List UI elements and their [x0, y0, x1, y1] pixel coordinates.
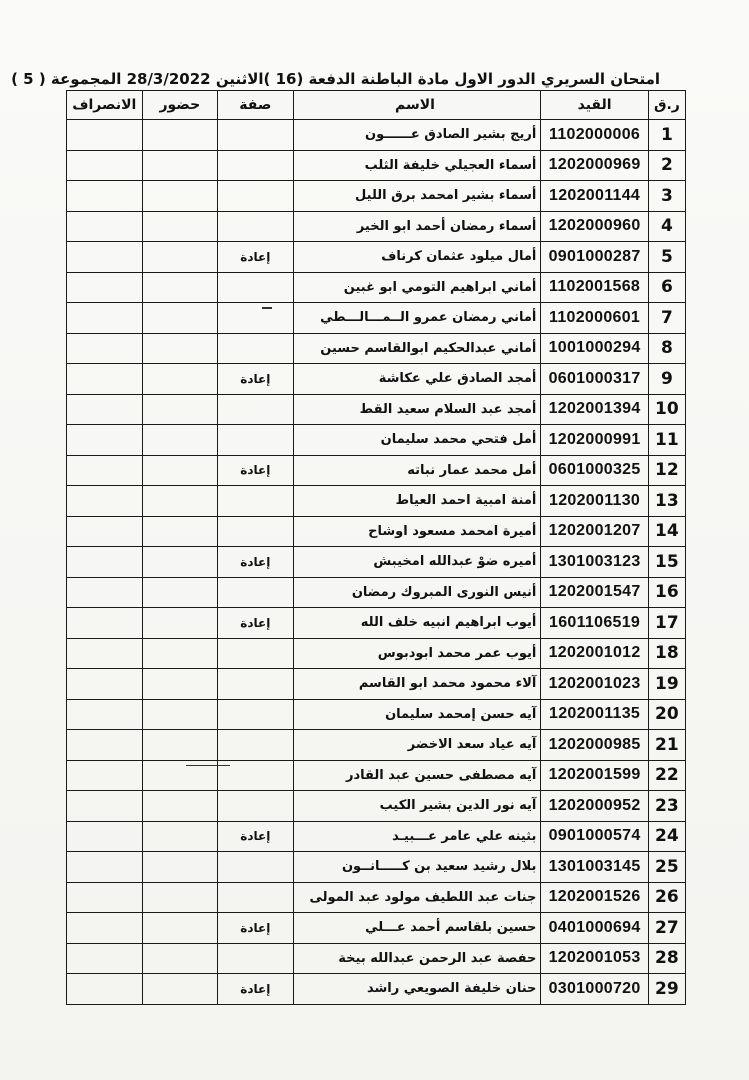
cell-attendance [142, 333, 218, 364]
cell-serial-number: 8 [648, 333, 685, 364]
cell-attendance [142, 272, 218, 303]
cell-attendance [142, 150, 218, 181]
cell-status [218, 425, 294, 456]
cell-status: إعادة [218, 608, 294, 639]
table-row [67, 516, 686, 547]
cell-registration-id: 1202001012 [541, 638, 648, 669]
cell-registration-id: 1301003145 [541, 852, 648, 883]
cell-departure [67, 852, 143, 883]
cell-student-name: أيوب ابراهيم انبيه خلف الله [293, 608, 541, 639]
cell-student-name: أمجد الصادق علي عكاشة [293, 364, 541, 395]
cell-student-name: حسين بلقاسم أحمد عـــلي [293, 913, 541, 944]
cell-registration-id: 0601000325 [541, 455, 648, 486]
cell-student-name: أريج بشير الصادق عــــــون [293, 120, 541, 151]
cell-status [218, 577, 294, 608]
cell-serial-number: 9 [648, 364, 685, 395]
page-title: امتحان السريري الدور الاول مادة الباطنة الدفعة (16 )الاثنين 28/3/2022 المجموعة ( 5 ) [11, 70, 660, 88]
cell-registration-id: 1102001568 [541, 272, 648, 303]
cell-registration-id: 1102000601 [541, 303, 648, 334]
cell-serial-number: 28 [648, 943, 685, 974]
table-row [67, 455, 686, 486]
header-status: صفة [218, 91, 294, 120]
cell-serial-number: 19 [648, 669, 685, 700]
table-row [67, 608, 686, 639]
cell-serial-number: 17 [648, 608, 685, 639]
cell-registration-id: 1202001207 [541, 516, 648, 547]
cell-departure [67, 577, 143, 608]
table-row [67, 333, 686, 364]
cell-attendance [142, 882, 218, 913]
cell-registration-id: 1202001053 [541, 943, 648, 974]
cell-serial-number: 20 [648, 699, 685, 730]
cell-serial-number: 7 [648, 303, 685, 334]
cell-status [218, 333, 294, 364]
cell-attendance [142, 547, 218, 578]
cell-attendance [142, 669, 218, 700]
cell-status [218, 669, 294, 700]
table-row [67, 760, 686, 791]
cell-student-name: أيوب عمر محمد ابودبوس [293, 638, 541, 669]
cell-student-name: أمجد عبد السلام سعيد القط [293, 394, 541, 425]
ink-mark [186, 765, 230, 766]
cell-status [218, 638, 294, 669]
cell-serial-number: 1 [648, 120, 685, 151]
cell-registration-id: 0601000317 [541, 364, 648, 395]
cell-departure [67, 181, 143, 212]
cell-registration-id: 1102000006 [541, 120, 648, 151]
cell-student-name: آيه حسن إمحمد سليمان [293, 699, 541, 730]
cell-serial-number: 3 [648, 181, 685, 212]
cell-departure [67, 364, 143, 395]
cell-serial-number: 24 [648, 821, 685, 852]
cell-attendance [142, 638, 218, 669]
cell-departure [67, 760, 143, 791]
cell-student-name: أمنة امبية احمد العياط [293, 486, 541, 517]
table-row [67, 699, 686, 730]
cell-serial-number: 15 [648, 547, 685, 578]
cell-attendance [142, 943, 218, 974]
cell-departure [67, 913, 143, 944]
cell-departure [67, 211, 143, 242]
cell-attendance [142, 791, 218, 822]
cell-registration-id: 1202000969 [541, 150, 648, 181]
cell-departure [67, 333, 143, 364]
cell-departure [67, 882, 143, 913]
cell-student-name: أمل فتحي محمد سليمان [293, 425, 541, 456]
cell-departure [67, 394, 143, 425]
cell-departure [67, 608, 143, 639]
table-row [67, 364, 686, 395]
cell-attendance [142, 486, 218, 517]
cell-serial-number: 18 [648, 638, 685, 669]
cell-attendance [142, 516, 218, 547]
cell-registration-id: 1202001526 [541, 882, 648, 913]
cell-attendance [142, 425, 218, 456]
cell-status: إعادة [218, 547, 294, 578]
cell-serial-number: 12 [648, 455, 685, 486]
cell-student-name: جنات عبد اللطيف مولود عبد المولى [293, 882, 541, 913]
cell-student-name: بثينه علي عامر عـــبيـد [293, 821, 541, 852]
table-row [67, 394, 686, 425]
cell-departure [67, 120, 143, 151]
cell-status: إعادة [218, 974, 294, 1005]
cell-status: إعادة [218, 821, 294, 852]
cell-attendance [142, 242, 218, 273]
cell-status [218, 181, 294, 212]
student-roster-table [66, 90, 686, 1005]
cell-departure [67, 821, 143, 852]
table-row [67, 577, 686, 608]
table-row [67, 242, 686, 273]
cell-serial-number: 26 [648, 882, 685, 913]
cell-student-name: أماني ابراهيم التومي ابو غبين [293, 272, 541, 303]
cell-student-name: أماني عبدالحكيم ابوالقاسم حسين [293, 333, 541, 364]
cell-status [218, 150, 294, 181]
table-row [67, 120, 686, 151]
ink-mark [262, 307, 272, 309]
cell-status [218, 943, 294, 974]
cell-registration-id: 1202001135 [541, 699, 648, 730]
cell-attendance [142, 455, 218, 486]
header-attendance: حضور [142, 91, 218, 120]
cell-registration-id: 0901000574 [541, 821, 648, 852]
cell-registration-id: 0901000287 [541, 242, 648, 273]
cell-student-name: بلال رشيد سعيد بن كـــــانــون [293, 852, 541, 883]
cell-student-name: أسماء رمضان أحمد ابو الخير [293, 211, 541, 242]
cell-registration-id: 1202001394 [541, 394, 648, 425]
cell-status [218, 852, 294, 883]
table-row [67, 913, 686, 944]
cell-departure [67, 699, 143, 730]
table-row [67, 425, 686, 456]
cell-serial-number: 27 [648, 913, 685, 944]
table-row [67, 974, 686, 1005]
cell-student-name: أمال ميلود عثمان كرناف [293, 242, 541, 273]
cell-departure [67, 974, 143, 1005]
cell-serial-number: 2 [648, 150, 685, 181]
cell-registration-id: 1202000985 [541, 730, 648, 761]
cell-registration-id: 1202001023 [541, 669, 648, 700]
cell-serial-number: 23 [648, 791, 685, 822]
cell-registration-id: 1202000991 [541, 425, 648, 456]
cell-registration-id: 0301000720 [541, 974, 648, 1005]
cell-departure [67, 943, 143, 974]
cell-registration-id: 0401000694 [541, 913, 648, 944]
cell-attendance [142, 303, 218, 334]
table-row [67, 272, 686, 303]
cell-student-name: أمل محمد عمار نباته [293, 455, 541, 486]
table-row [67, 150, 686, 181]
cell-status [218, 791, 294, 822]
cell-serial-number: 10 [648, 394, 685, 425]
cell-registration-id: 1202000952 [541, 791, 648, 822]
cell-serial-number: 29 [648, 974, 685, 1005]
cell-serial-number: 4 [648, 211, 685, 242]
cell-status: إعادة [218, 455, 294, 486]
cell-departure [67, 516, 143, 547]
cell-status: إعادة [218, 913, 294, 944]
header-departure: الانصراف [67, 91, 143, 120]
table-body [67, 120, 686, 1005]
cell-registration-id: 1601106519 [541, 608, 648, 639]
table-row [67, 852, 686, 883]
cell-status [218, 516, 294, 547]
cell-status [218, 730, 294, 761]
cell-attendance [142, 730, 218, 761]
cell-attendance [142, 699, 218, 730]
cell-attendance [142, 120, 218, 151]
cell-registration-id: 1001000294 [541, 333, 648, 364]
cell-student-name: أسماء العجيلي خليفة الثلب [293, 150, 541, 181]
cell-attendance [142, 852, 218, 883]
cell-student-name: أماني رمضان عمرو الــمـــالـــطي [293, 303, 541, 334]
cell-serial-number: 11 [648, 425, 685, 456]
cell-serial-number: 14 [648, 516, 685, 547]
cell-serial-number: 5 [648, 242, 685, 273]
table-row [67, 486, 686, 517]
cell-departure [67, 547, 143, 578]
cell-attendance [142, 211, 218, 242]
cell-student-name: حنان خليفة الصويعي راشد [293, 974, 541, 1005]
cell-student-name: آيه عياد سعد الاخضر [293, 730, 541, 761]
cell-student-name: حفصة عبد الرحمن عبدالله بيخة [293, 943, 541, 974]
header-serial-number: ر.ق [648, 91, 685, 120]
cell-status [218, 486, 294, 517]
cell-status [218, 120, 294, 151]
cell-attendance [142, 181, 218, 212]
table-row [67, 303, 686, 334]
cell-serial-number: 25 [648, 852, 685, 883]
cell-attendance [142, 364, 218, 395]
cell-registration-id: 1202001130 [541, 486, 648, 517]
cell-departure [67, 791, 143, 822]
cell-student-name: آلاء محمود محمد ابو القاسم [293, 669, 541, 700]
cell-registration-id: 1202000960 [541, 211, 648, 242]
table-row [67, 181, 686, 212]
table-row [67, 791, 686, 822]
cell-departure [67, 150, 143, 181]
table-row [67, 669, 686, 700]
cell-student-name: آيه نور الدين بشير الكيب [293, 791, 541, 822]
cell-registration-id: 1202001547 [541, 577, 648, 608]
table-header [67, 91, 686, 120]
cell-status: إعادة [218, 242, 294, 273]
cell-serial-number: 16 [648, 577, 685, 608]
table-row [67, 821, 686, 852]
cell-status [218, 272, 294, 303]
cell-attendance [142, 913, 218, 944]
cell-departure [67, 638, 143, 669]
cell-status [218, 394, 294, 425]
cell-serial-number: 22 [648, 760, 685, 791]
cell-serial-number: 13 [648, 486, 685, 517]
table-row [67, 547, 686, 578]
cell-attendance [142, 394, 218, 425]
header-row [67, 91, 686, 120]
cell-departure [67, 303, 143, 334]
cell-attendance [142, 608, 218, 639]
cell-departure [67, 242, 143, 273]
cell-registration-id: 1202001599 [541, 760, 648, 791]
cell-attendance [142, 974, 218, 1005]
table-row [67, 730, 686, 761]
table-row [67, 638, 686, 669]
cell-departure [67, 669, 143, 700]
header-registration-id: القيد [541, 91, 648, 120]
cell-student-name: آيه مصطفى حسين عبد القادر [293, 760, 541, 791]
cell-departure [67, 425, 143, 456]
table-row [67, 943, 686, 974]
cell-registration-id: 1202001144 [541, 181, 648, 212]
cell-attendance [142, 821, 218, 852]
cell-attendance [142, 577, 218, 608]
cell-serial-number: 6 [648, 272, 685, 303]
cell-departure [67, 486, 143, 517]
cell-student-name: أنيس النورى المبروك رمضان [293, 577, 541, 608]
cell-registration-id: 1301003123 [541, 547, 648, 578]
cell-departure [67, 730, 143, 761]
cell-student-name: أميره ضوْ عبدالله امخيبش [293, 547, 541, 578]
cell-status [218, 882, 294, 913]
cell-departure [67, 272, 143, 303]
table-row [67, 211, 686, 242]
cell-status [218, 699, 294, 730]
cell-serial-number: 21 [648, 730, 685, 761]
cell-status: إعادة [218, 364, 294, 395]
cell-student-name: أميرة امحمد مسعود اوشاح [293, 516, 541, 547]
cell-student-name: أسماء بشير امحمد برق الليل [293, 181, 541, 212]
cell-departure [67, 455, 143, 486]
table-row [67, 882, 686, 913]
cell-status [218, 211, 294, 242]
header-name: الاسم [293, 91, 541, 120]
cell-status [218, 303, 294, 334]
